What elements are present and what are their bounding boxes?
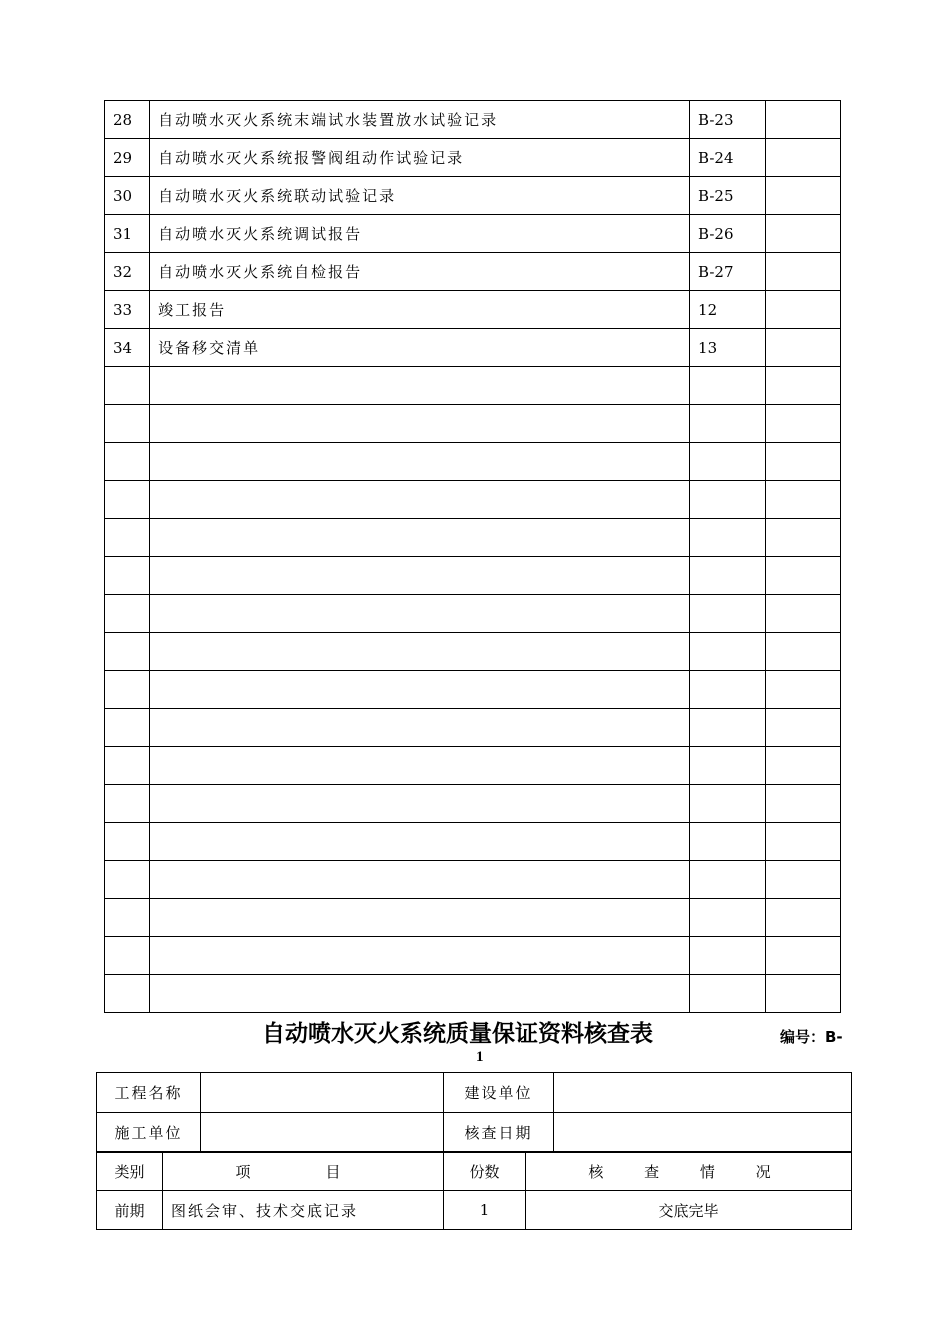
empty-cell (150, 785, 690, 823)
check-date-label: 核查日期 (444, 1113, 554, 1153)
empty-cell (690, 975, 766, 1013)
empty-cell (105, 975, 150, 1013)
empty-cell (766, 519, 841, 557)
row-extra (766, 215, 841, 253)
check-item: 图纸会审、技术交底记录 (163, 1191, 444, 1230)
empty-cell (150, 823, 690, 861)
project-name-field[interactable] (201, 1073, 444, 1113)
empty-table-row (105, 405, 841, 443)
empty-cell (150, 937, 690, 975)
empty-cell (150, 899, 690, 937)
empty-cell (150, 633, 690, 671)
info-row (97, 1073, 852, 1113)
empty-table-row (105, 595, 841, 633)
table-row (105, 177, 841, 215)
copies-header: 份数 (444, 1152, 526, 1191)
check-date-field[interactable] (554, 1113, 852, 1153)
empty-table-row (105, 823, 841, 861)
form-title: 自动喷水灭火系统质量保证资料核查表 (262, 1021, 653, 1047)
empty-cell (150, 671, 690, 709)
empty-table-row (105, 557, 841, 595)
table-row (105, 329, 841, 367)
empty-table-row (105, 975, 841, 1013)
empty-cell (150, 709, 690, 747)
row-extra (766, 139, 841, 177)
empty-cell (150, 595, 690, 633)
empty-cell (690, 785, 766, 823)
record-list-table (104, 100, 841, 1013)
empty-cell (105, 709, 150, 747)
owner-label: 建设单位 (444, 1073, 554, 1113)
table-row (105, 253, 841, 291)
row-extra (766, 329, 841, 367)
empty-cell (105, 557, 150, 595)
empty-cell (105, 861, 150, 899)
empty-cell (690, 899, 766, 937)
table-row (105, 139, 841, 177)
empty-cell (766, 443, 841, 481)
empty-cell (766, 975, 841, 1013)
row-code: B-25 (690, 177, 766, 215)
row-name: 自动喷水灭火系统末端试水装置放水试验记录 (150, 101, 690, 139)
empty-cell (690, 367, 766, 405)
empty-cell (690, 747, 766, 785)
empty-cell (766, 747, 841, 785)
row-code: B-27 (690, 253, 766, 291)
row-number: 29 (105, 139, 150, 177)
empty-cell (150, 557, 690, 595)
row-number: 34 (105, 329, 150, 367)
empty-cell (105, 367, 150, 405)
row-name: 自动喷水灭火系统调试报告 (150, 215, 690, 253)
empty-cell (766, 899, 841, 937)
status-header: 核 查 情 况 (526, 1152, 852, 1191)
check-header-row (97, 1152, 852, 1191)
empty-cell (690, 557, 766, 595)
empty-cell (690, 937, 766, 975)
empty-cell (150, 975, 690, 1013)
empty-table-row (105, 481, 841, 519)
empty-table-row (105, 709, 841, 747)
row-code: B-24 (690, 139, 766, 177)
quality-check-table (96, 1151, 852, 1230)
row-extra (766, 177, 841, 215)
empty-table-row (105, 785, 841, 823)
empty-cell (150, 443, 690, 481)
empty-cell (105, 405, 150, 443)
contractor-field[interactable] (201, 1113, 444, 1153)
form-code-suffix: 1 (476, 1049, 484, 1065)
form-code-label: 编号：B- (780, 1028, 843, 1046)
owner-field[interactable] (554, 1073, 852, 1113)
empty-cell (766, 481, 841, 519)
empty-table-row (105, 937, 841, 975)
empty-cell (690, 861, 766, 899)
empty-cell (105, 937, 150, 975)
empty-cell (766, 861, 841, 899)
row-code: B-26 (690, 215, 766, 253)
row-code: B-23 (690, 101, 766, 139)
row-number: 30 (105, 177, 150, 215)
row-name: 自动喷水灭火系统报警阀组动作试验记录 (150, 139, 690, 177)
empty-cell (766, 557, 841, 595)
empty-cell (150, 519, 690, 557)
empty-table-row (105, 443, 841, 481)
empty-table-row (105, 633, 841, 671)
empty-cell (766, 633, 841, 671)
empty-cell (105, 595, 150, 633)
table-row (105, 101, 841, 139)
row-number: 31 (105, 215, 150, 253)
row-name: 自动喷水灭火系统联动试验记录 (150, 177, 690, 215)
empty-cell (690, 709, 766, 747)
table-row (105, 291, 841, 329)
empty-cell (105, 519, 150, 557)
empty-cell (766, 405, 841, 443)
empty-cell (150, 747, 690, 785)
empty-cell (150, 861, 690, 899)
empty-cell (690, 519, 766, 557)
row-code: 12 (690, 291, 766, 329)
empty-cell (690, 405, 766, 443)
empty-cell (105, 443, 150, 481)
check-row (97, 1191, 852, 1230)
check-category: 前期 (97, 1191, 163, 1230)
row-extra (766, 291, 841, 329)
check-copies: 1 (444, 1191, 526, 1230)
empty-cell (105, 823, 150, 861)
table-row (105, 215, 841, 253)
info-row (97, 1113, 852, 1153)
row-extra (766, 253, 841, 291)
empty-cell (150, 481, 690, 519)
empty-cell (766, 671, 841, 709)
empty-cell (105, 747, 150, 785)
empty-cell (766, 595, 841, 633)
row-number: 32 (105, 253, 150, 291)
row-extra (766, 101, 841, 139)
empty-table-row (105, 861, 841, 899)
empty-table-row (105, 899, 841, 937)
empty-cell (766, 785, 841, 823)
empty-cell (105, 633, 150, 671)
empty-cell (105, 671, 150, 709)
empty-table-row (105, 367, 841, 405)
project-name-label: 工程名称 (97, 1073, 201, 1113)
project-info-table (96, 1072, 852, 1153)
row-number: 28 (105, 101, 150, 139)
empty-cell (150, 405, 690, 443)
empty-cell (766, 709, 841, 747)
empty-cell (766, 937, 841, 975)
row-name: 设备移交清单 (150, 329, 690, 367)
item-header: 项 目 (163, 1152, 444, 1191)
row-name: 自动喷水灭火系统自检报告 (150, 253, 690, 291)
empty-cell (766, 367, 841, 405)
empty-table-row (105, 671, 841, 709)
empty-cell (105, 899, 150, 937)
empty-cell (105, 481, 150, 519)
empty-table-row (105, 747, 841, 785)
row-name: 竣工报告 (150, 291, 690, 329)
empty-cell (690, 595, 766, 633)
empty-cell (766, 823, 841, 861)
empty-cell (690, 633, 766, 671)
empty-cell (690, 671, 766, 709)
check-status: 交底完毕 (526, 1191, 852, 1230)
empty-cell (150, 367, 690, 405)
row-number: 33 (105, 291, 150, 329)
row-code: 13 (690, 329, 766, 367)
empty-cell (690, 481, 766, 519)
empty-cell (690, 443, 766, 481)
empty-cell (690, 823, 766, 861)
empty-cell (105, 785, 150, 823)
contractor-label: 施工单位 (97, 1113, 201, 1153)
category-header: 类别 (97, 1152, 163, 1191)
empty-table-row (105, 519, 841, 557)
